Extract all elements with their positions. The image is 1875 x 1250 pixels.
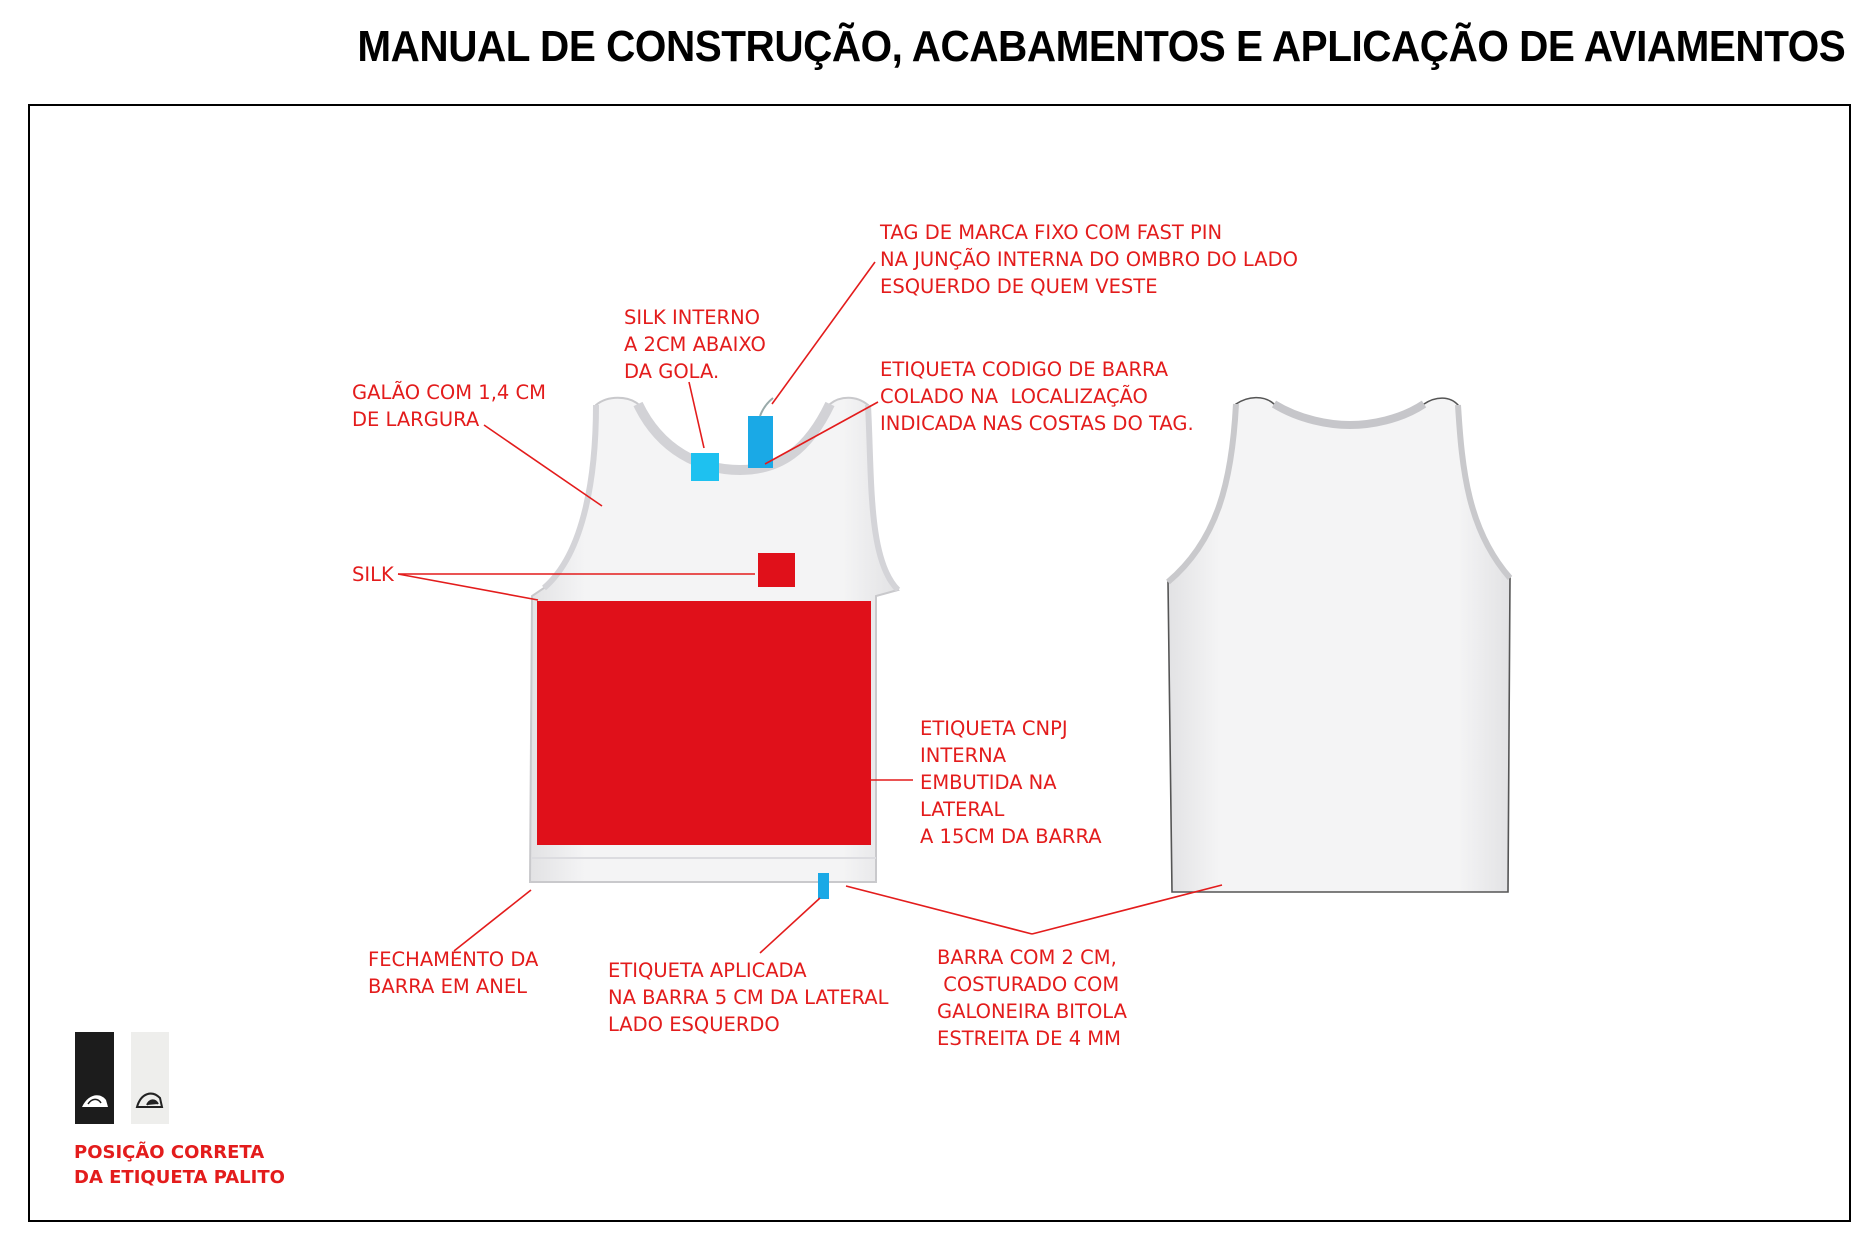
label-fechamento: FECHAMENTO DA BARRA EM ANEL <box>368 948 539 998</box>
label-tag-marca: TAG DE MARCA FIXO COM FAST PIN NA JUNÇÃO INTERNA DO OMBRO DO LADO ESQUERDO DE QUEM VESTE <box>880 221 1298 298</box>
palito-label-dark <box>75 1032 114 1124</box>
back-tank-top <box>1168 398 1510 892</box>
palito-label-light <box>131 1032 169 1124</box>
silk-small-area <box>758 553 795 587</box>
page-title: MANUAL DE CONSTRUÇÃO, ACABAMENTOS E APLICAÇÃO DE AVIAMENTOS <box>357 22 1845 71</box>
label-etiqueta-cnpj: ETIQUETA CNPJ INTERNA EMBUTIDA NA LATERAL A 15CM DA BARRA <box>920 717 1102 848</box>
label-barra: BARRA COM 2 CM, COSTURADO COM GALONEIRA BITOLA ESTREITA DE 4 MM <box>937 946 1127 1050</box>
brand-tag-marker <box>748 416 773 468</box>
label-silk-interno: SILK INTERNO A 2CM ABAIXO DA GOLA. <box>624 306 766 383</box>
silk-large-area <box>537 601 871 845</box>
silk-internal-marker <box>691 453 719 481</box>
label-silk: SILK <box>352 563 394 586</box>
label-etiqueta-aplicada: ETIQUETA APLICADA NA BARRA 5 CM DA LATERAL LADO ESQUERDO <box>608 959 889 1036</box>
hem-label-marker <box>818 873 829 899</box>
palito-caption: POSIÇÃO CORRETA DA ETIQUETA PALITO <box>74 1142 285 1188</box>
label-etiqueta-codigo: ETIQUETA CODIGO DE BARRA COLADO NA LOCALIZAÇÃO INDICADA NAS COSTAS DO TAG. <box>880 358 1194 435</box>
label-galao: GALÃO COM 1,4 CM DE LARGURA <box>352 381 546 431</box>
fast-pin-icon <box>760 398 773 416</box>
